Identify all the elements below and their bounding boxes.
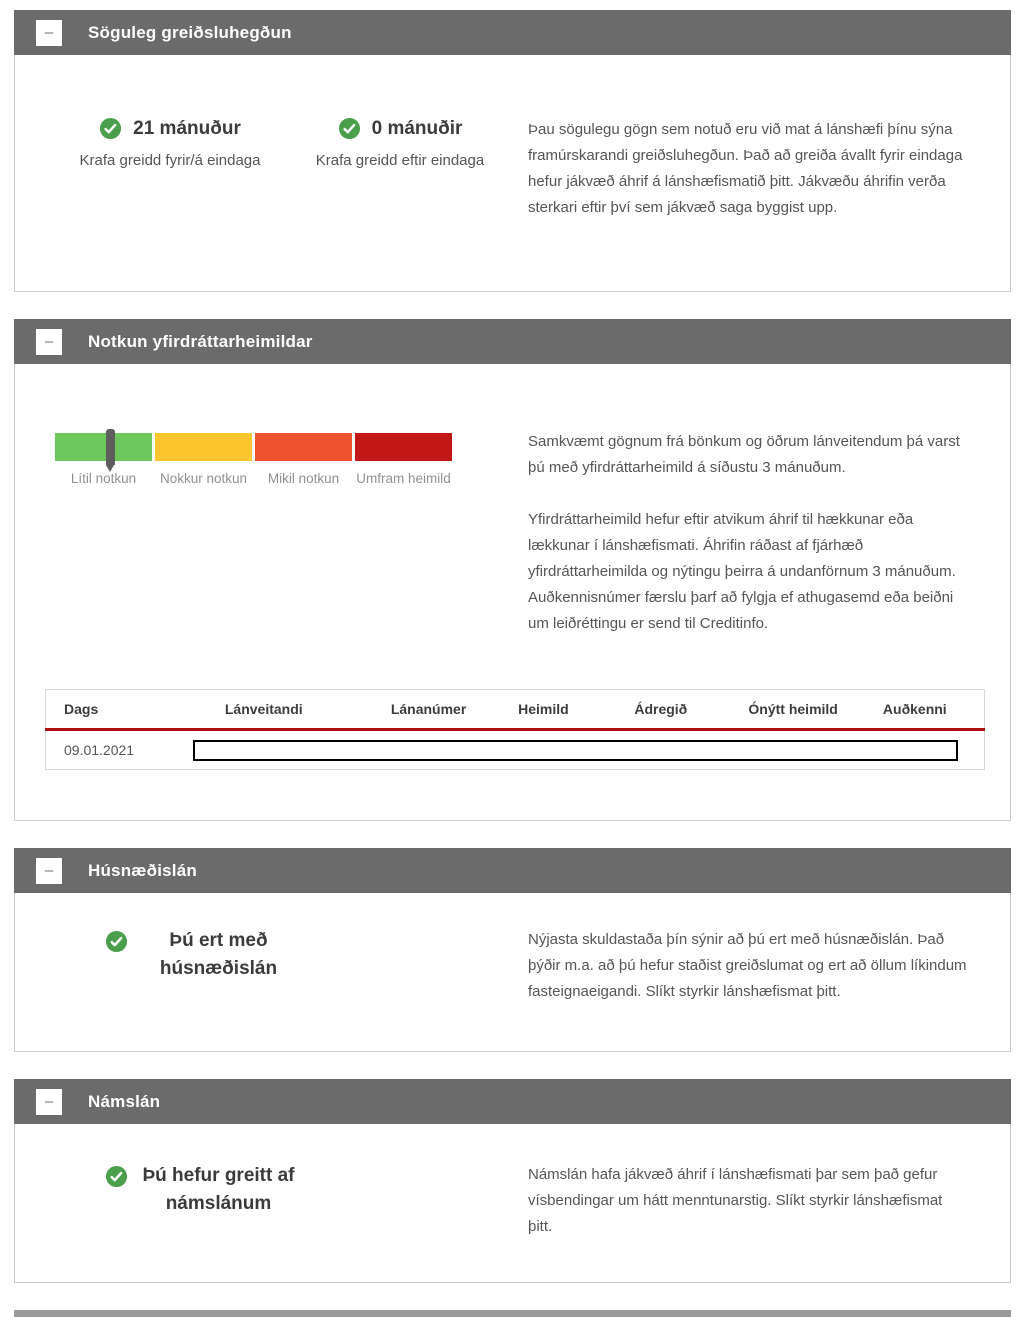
minus-icon: –	[44, 862, 54, 879]
minus-icon: –	[44, 1093, 54, 1110]
panel-payment-history-body	[14, 55, 1011, 292]
gauge-segment-low	[55, 433, 152, 461]
panel-overdraft-body	[14, 364, 1011, 821]
gauge-label-high: Mikil notkun	[267, 471, 340, 486]
column-header-heimild: Heimild	[506, 690, 581, 730]
panel-title: Námslán	[88, 1091, 161, 1111]
overdraft-description-2: Yfirdráttarheimild hefur eftir atvikum áhrif til hækkunar eða lækkunar í lánshæfismati. Áhrifin ráðast af fjárhæð yfirdráttarheimilda og nýtingu þeirra á undanförnum 3 mánuðum. Auðkennisnúmer færslu þarf að fylgja ef athugasemd eða beiðni um leiðréttingu er send til Creditinfo.	[528, 511, 956, 632]
mortgage-statement	[105, 927, 515, 983]
statement-text: Þú hefur greitt af námslánum	[142, 1165, 295, 1214]
panel-payment-history-header[interactable]	[14, 10, 1011, 55]
panel-title: Söguleg greiðsluhegðun	[88, 22, 292, 42]
gauge-marker-icon	[106, 429, 115, 465]
cell-redacted-span	[176, 730, 984, 770]
panel-mortgage	[14, 848, 1011, 1052]
overdraft-table	[45, 689, 985, 770]
column-header-onytt: Ónýtt heimild	[741, 690, 846, 730]
collapse-button[interactable]	[36, 20, 62, 46]
payment-history-description: Þau sögulegu gögn sem notuð eru við mat á lánshæfi þínu sýna framúrskarandi greiðsluhegðun. Það að greiða ávallt fyrir eindaga hefur jákvæð áhrif á lánshæfismatið þitt. Jákvæðu áhrifin verða sterkari eftir því sem jákvæð saga byggist upp.	[528, 121, 963, 216]
column-header-lanveitandi: Lánveitandi	[176, 690, 351, 730]
panel-payment-history	[14, 10, 1011, 292]
check-circle-icon	[338, 117, 361, 140]
gauge-label-low: Lítil notkun	[70, 471, 137, 486]
column-header-audkenni: Auðkenni	[846, 690, 985, 730]
gauge-label-over: Umfram heimild	[356, 471, 451, 486]
collapse-button[interactable]	[36, 329, 62, 355]
gauge-segment-over	[355, 433, 452, 461]
panel-student-loan-header[interactable]	[14, 1079, 1011, 1124]
stat-label: Krafa greidd eftir eindaga	[315, 152, 485, 169]
panel-title: Notkun yfirdráttarheimildar	[88, 331, 313, 351]
next-panel-header-partial[interactable]	[14, 1310, 1011, 1317]
minus-icon: –	[44, 333, 54, 350]
column-header-adregid: Ádregið	[581, 690, 741, 730]
redacted-value-box	[193, 740, 958, 761]
panel-overdraft-header[interactable]	[14, 319, 1011, 364]
check-circle-icon	[105, 1165, 128, 1188]
cell-date: 09.01.2021	[64, 742, 135, 758]
column-header-lananumer: Lánanúmer	[351, 690, 506, 730]
student-loan-statement	[105, 1162, 515, 1218]
gauge-label-some: Nokkur notkun	[159, 471, 248, 486]
stat-paid-before-due	[55, 117, 285, 169]
stat-paid-after-due	[285, 117, 515, 169]
mortgage-description: Nýjasta skuldastaða þín sýnir að þú ert með húsnæðislán. Það þýðir m.a. að þú hefur staðist greiðslumat og ert að öllum líkindum fasteignaeigandi. Slíkt styrkir lánshæfismat þitt.	[528, 931, 967, 1000]
payment-stats	[55, 117, 515, 221]
collapse-button[interactable]	[36, 858, 62, 884]
table-header-row	[46, 690, 985, 730]
panel-mortgage-body	[14, 893, 1011, 1052]
table-row	[46, 730, 985, 770]
gauge-segment-some	[155, 433, 252, 461]
overdraft-description-1: Samkvæmt gögnum frá bönkum og öðrum lánveitendum þá varst þú með yfirdráttarheimild á síðustu 3 mánuðum.	[528, 433, 960, 476]
minus-icon: –	[44, 24, 54, 41]
panel-student-loan-body	[14, 1124, 1011, 1283]
collapse-button[interactable]	[36, 1089, 62, 1115]
panel-overdraft-usage	[14, 319, 1011, 821]
stat-value: 0 mánuðir	[371, 117, 463, 139]
panel-student-loan	[14, 1079, 1011, 1283]
column-header-dags: Dags	[46, 690, 177, 730]
stat-label: Krafa greidd fyrir/á eindaga	[79, 152, 261, 169]
check-circle-icon	[99, 117, 122, 140]
overdraft-gauge-block	[55, 429, 515, 637]
check-circle-icon	[105, 930, 128, 953]
panel-title: Húsnæðislán	[88, 860, 197, 880]
panel-mortgage-header[interactable]	[14, 848, 1011, 893]
gauge-segment-high	[255, 433, 352, 461]
statement-text: Þú ert með húsnæðislán	[159, 930, 278, 979]
student-loan-description: Námslán hafa jákvæð áhrif í lánshæfismati þar sem það gefur vísbendingar um hátt menntunarstig. Slíkt styrkir lánshæfismat þitt.	[528, 1166, 943, 1235]
stat-value: 21 mánuður	[133, 117, 241, 139]
